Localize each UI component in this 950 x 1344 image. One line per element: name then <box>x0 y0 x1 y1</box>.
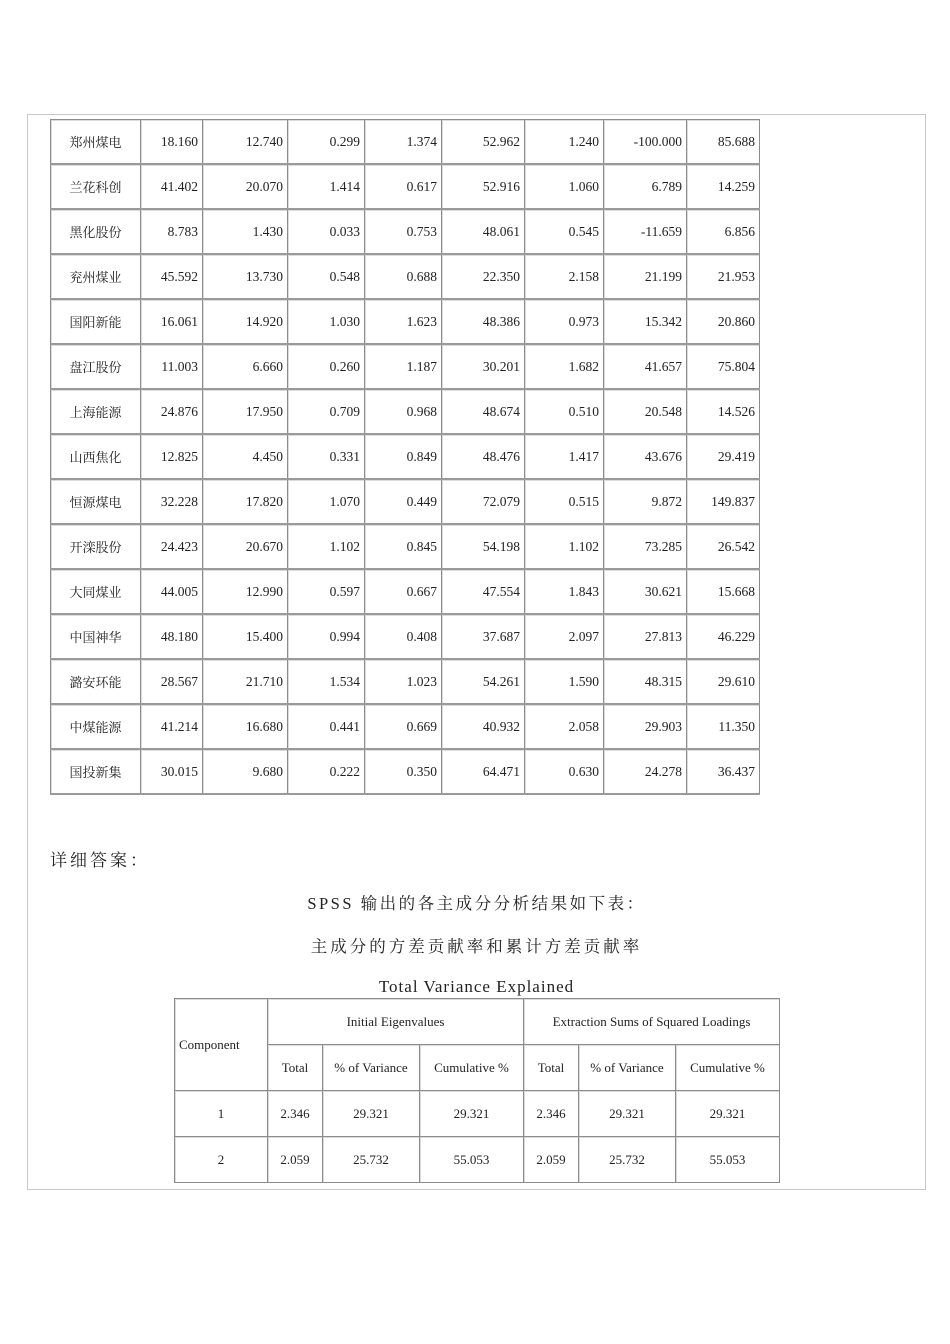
value-cell: 0.667 <box>365 569 442 614</box>
value-cell: 0.597 <box>288 569 365 614</box>
answer-label: 详细答案： <box>50 851 150 871</box>
table-row <box>51 569 760 614</box>
value-cell: 1.070 <box>288 479 365 524</box>
value-cell: 52.916 <box>442 164 525 209</box>
value-cell: 44.005 <box>141 569 203 614</box>
value-cell: 22.350 <box>442 254 525 299</box>
value-cell: 0.515 <box>525 479 604 524</box>
stock-name-cell: 中国神华 <box>51 614 141 659</box>
value-cell: -11.659 <box>604 209 687 254</box>
value-cell: 48.061 <box>442 209 525 254</box>
value-cell: 0.441 <box>288 704 365 749</box>
stock-data-table <box>50 119 760 795</box>
value-cell: 14.259 <box>687 164 760 209</box>
stock-name-cell: 中煤能源 <box>51 704 141 749</box>
value-cell: 30.201 <box>442 344 525 389</box>
value-cell: 46.229 <box>687 614 760 659</box>
value-cell: 1.430 <box>203 209 288 254</box>
value-cell: 0.449 <box>365 479 442 524</box>
table-row <box>51 209 760 254</box>
value-cell: 25.732 <box>323 1137 420 1183</box>
component-number-cell: 1 <box>175 1091 268 1137</box>
component-number-cell: 2 <box>175 1137 268 1183</box>
value-cell: 11.350 <box>687 704 760 749</box>
stock-name-cell: 国投新集 <box>51 749 141 794</box>
value-cell: 85.688 <box>687 120 760 165</box>
value-cell: 12.990 <box>203 569 288 614</box>
variance-table-title: Total Variance Explained <box>378 977 575 996</box>
table-row <box>51 524 760 569</box>
value-cell: 1.060 <box>525 164 604 209</box>
value-cell: 25.732 <box>579 1137 676 1183</box>
value-cell: 29.321 <box>420 1091 524 1137</box>
value-cell: 55.053 <box>676 1137 780 1183</box>
value-cell: 0.973 <box>525 299 604 344</box>
extraction-sums-header: Extraction Sums of Squared Loadings <box>524 999 780 1045</box>
table-row <box>175 1137 780 1183</box>
value-cell: 0.510 <box>525 389 604 434</box>
value-cell: 41.214 <box>141 704 203 749</box>
table-row <box>51 344 760 389</box>
stock-name-cell: 国阳新能 <box>51 299 141 344</box>
stock-name-cell: 盘江股份 <box>51 344 141 389</box>
table-row <box>51 120 760 165</box>
value-cell: 16.680 <box>203 704 288 749</box>
value-cell: 20.548 <box>604 389 687 434</box>
value-cell: 43.676 <box>604 434 687 479</box>
table-row <box>51 704 760 749</box>
value-cell: 29.321 <box>323 1091 420 1137</box>
table-row <box>51 749 760 794</box>
value-cell: 0.845 <box>365 524 442 569</box>
value-cell: 73.285 <box>604 524 687 569</box>
value-cell: 0.331 <box>288 434 365 479</box>
value-cell: 36.437 <box>687 749 760 794</box>
value-cell: 17.950 <box>203 389 288 434</box>
value-cell: 8.783 <box>141 209 203 254</box>
value-cell: 2.158 <box>525 254 604 299</box>
value-cell: 0.709 <box>288 389 365 434</box>
stock-name-cell: 郑州煤电 <box>51 120 141 165</box>
value-cell: 15.668 <box>687 569 760 614</box>
value-cell: 0.753 <box>365 209 442 254</box>
value-cell: 37.687 <box>442 614 525 659</box>
value-cell: 2.346 <box>268 1091 323 1137</box>
table-row <box>51 614 760 659</box>
value-cell: 15.400 <box>203 614 288 659</box>
value-cell: 41.657 <box>604 344 687 389</box>
value-cell: 149.837 <box>687 479 760 524</box>
table-row <box>51 479 760 524</box>
value-cell: 48.386 <box>442 299 525 344</box>
value-cell: 1.623 <box>365 299 442 344</box>
value-cell: 64.471 <box>442 749 525 794</box>
value-cell: 1.102 <box>525 524 604 569</box>
value-cell: 1.102 <box>288 524 365 569</box>
table-row <box>51 299 760 344</box>
value-cell: 0.033 <box>288 209 365 254</box>
value-cell: 0.968 <box>365 389 442 434</box>
value-cell: 1.843 <box>525 569 604 614</box>
value-cell: 4.450 <box>203 434 288 479</box>
value-cell: 2.097 <box>525 614 604 659</box>
value-cell: 24.278 <box>604 749 687 794</box>
value-cell: 2.059 <box>268 1137 323 1183</box>
value-cell: 9.872 <box>604 479 687 524</box>
value-cell: 48.476 <box>442 434 525 479</box>
value-cell: 27.813 <box>604 614 687 659</box>
value-cell: 0.669 <box>365 704 442 749</box>
value-cell: 29.903 <box>604 704 687 749</box>
table-row <box>51 164 760 209</box>
value-cell: 1.417 <box>525 434 604 479</box>
value-cell: 20.670 <box>203 524 288 569</box>
value-cell: 24.876 <box>141 389 203 434</box>
value-cell: 29.610 <box>687 659 760 704</box>
table-row <box>51 659 760 704</box>
value-cell: 0.350 <box>365 749 442 794</box>
value-cell: 40.932 <box>442 704 525 749</box>
sub-header: Total <box>524 1045 579 1091</box>
value-cell: 6.660 <box>203 344 288 389</box>
value-cell: 29.419 <box>687 434 760 479</box>
value-cell: 48.180 <box>141 614 203 659</box>
value-cell: 14.920 <box>203 299 288 344</box>
value-cell: 0.630 <box>525 749 604 794</box>
value-cell: 29.321 <box>579 1091 676 1137</box>
value-cell: 54.198 <box>442 524 525 569</box>
value-cell: 14.526 <box>687 389 760 434</box>
value-cell: -100.000 <box>604 120 687 165</box>
value-cell: 2.058 <box>525 704 604 749</box>
value-cell: 1.414 <box>288 164 365 209</box>
value-cell: 0.548 <box>288 254 365 299</box>
stock-name-cell: 大同煤业 <box>51 569 141 614</box>
value-cell: 20.860 <box>687 299 760 344</box>
sub-header: Cumulative % <box>676 1045 780 1091</box>
value-cell: 55.053 <box>420 1137 524 1183</box>
value-cell: 2.059 <box>524 1137 579 1183</box>
value-cell: 30.015 <box>141 749 203 794</box>
value-cell: 6.789 <box>604 164 687 209</box>
value-cell: 0.688 <box>365 254 442 299</box>
value-cell: 0.260 <box>288 344 365 389</box>
component-header: Component <box>175 999 268 1091</box>
value-cell: 1.240 <box>525 120 604 165</box>
value-cell: 0.545 <box>525 209 604 254</box>
sub-header: Cumulative % <box>420 1045 524 1091</box>
value-cell: 0.299 <box>288 120 365 165</box>
stock-name-cell: 兰花科创 <box>51 164 141 209</box>
value-cell: 21.710 <box>203 659 288 704</box>
stock-name-cell: 山西焦化 <box>51 434 141 479</box>
value-cell: 20.070 <box>203 164 288 209</box>
value-cell: 17.820 <box>203 479 288 524</box>
value-cell: 11.003 <box>141 344 203 389</box>
value-cell: 29.321 <box>676 1091 780 1137</box>
value-cell: 72.079 <box>442 479 525 524</box>
sub-header: % of Variance <box>323 1045 420 1091</box>
value-cell: 21.953 <box>687 254 760 299</box>
document-frame <box>27 114 926 1190</box>
table-row <box>51 434 760 479</box>
sub-header: % of Variance <box>579 1045 676 1091</box>
stock-name-cell: 上海能源 <box>51 389 141 434</box>
value-cell: 0.617 <box>365 164 442 209</box>
sub-header: Total <box>268 1045 323 1091</box>
value-cell: 48.315 <box>604 659 687 704</box>
table-row <box>51 254 760 299</box>
value-cell: 18.160 <box>141 120 203 165</box>
value-cell: 15.342 <box>604 299 687 344</box>
table-row <box>175 1091 780 1137</box>
value-cell: 24.423 <box>141 524 203 569</box>
value-cell: 26.542 <box>687 524 760 569</box>
variance-caption: 主成分的方差贡献率和累计方差贡献率 <box>310 937 643 956</box>
value-cell: 45.592 <box>141 254 203 299</box>
value-cell: 30.621 <box>604 569 687 614</box>
value-cell: 32.228 <box>141 479 203 524</box>
value-cell: 75.804 <box>687 344 760 389</box>
value-cell: 21.199 <box>604 254 687 299</box>
value-cell: 2.346 <box>524 1091 579 1137</box>
value-cell: 52.962 <box>442 120 525 165</box>
value-cell: 54.261 <box>442 659 525 704</box>
value-cell: 0.408 <box>365 614 442 659</box>
spss-caption: SPSS 输出的各主成分分析结果如下表： <box>307 894 646 913</box>
value-cell: 28.567 <box>141 659 203 704</box>
value-cell: 1.682 <box>525 344 604 389</box>
value-cell: 1.374 <box>365 120 442 165</box>
value-cell: 48.674 <box>442 389 525 434</box>
value-cell: 1.187 <box>365 344 442 389</box>
value-cell: 1.023 <box>365 659 442 704</box>
value-cell: 9.680 <box>203 749 288 794</box>
value-cell: 6.856 <box>687 209 760 254</box>
stock-name-cell: 兖州煤业 <box>51 254 141 299</box>
value-cell: 1.534 <box>288 659 365 704</box>
value-cell: 41.402 <box>141 164 203 209</box>
stock-name-cell: 恒源煤电 <box>51 479 141 524</box>
value-cell: 12.825 <box>141 434 203 479</box>
stock-name-cell: 黑化股份 <box>51 209 141 254</box>
value-cell: 47.554 <box>442 569 525 614</box>
value-cell: 16.061 <box>141 299 203 344</box>
total-variance-table <box>174 998 780 1183</box>
value-cell: 1.590 <box>525 659 604 704</box>
stock-name-cell: 开滦股份 <box>51 524 141 569</box>
value-cell: 1.030 <box>288 299 365 344</box>
value-cell: 0.222 <box>288 749 365 794</box>
value-cell: 12.740 <box>203 120 288 165</box>
value-cell: 0.849 <box>365 434 442 479</box>
value-cell: 13.730 <box>203 254 288 299</box>
value-cell: 0.994 <box>288 614 365 659</box>
table-row <box>51 389 760 434</box>
stock-name-cell: 潞安环能 <box>51 659 141 704</box>
initial-eigenvalues-header: Initial Eigenvalues <box>268 999 524 1045</box>
